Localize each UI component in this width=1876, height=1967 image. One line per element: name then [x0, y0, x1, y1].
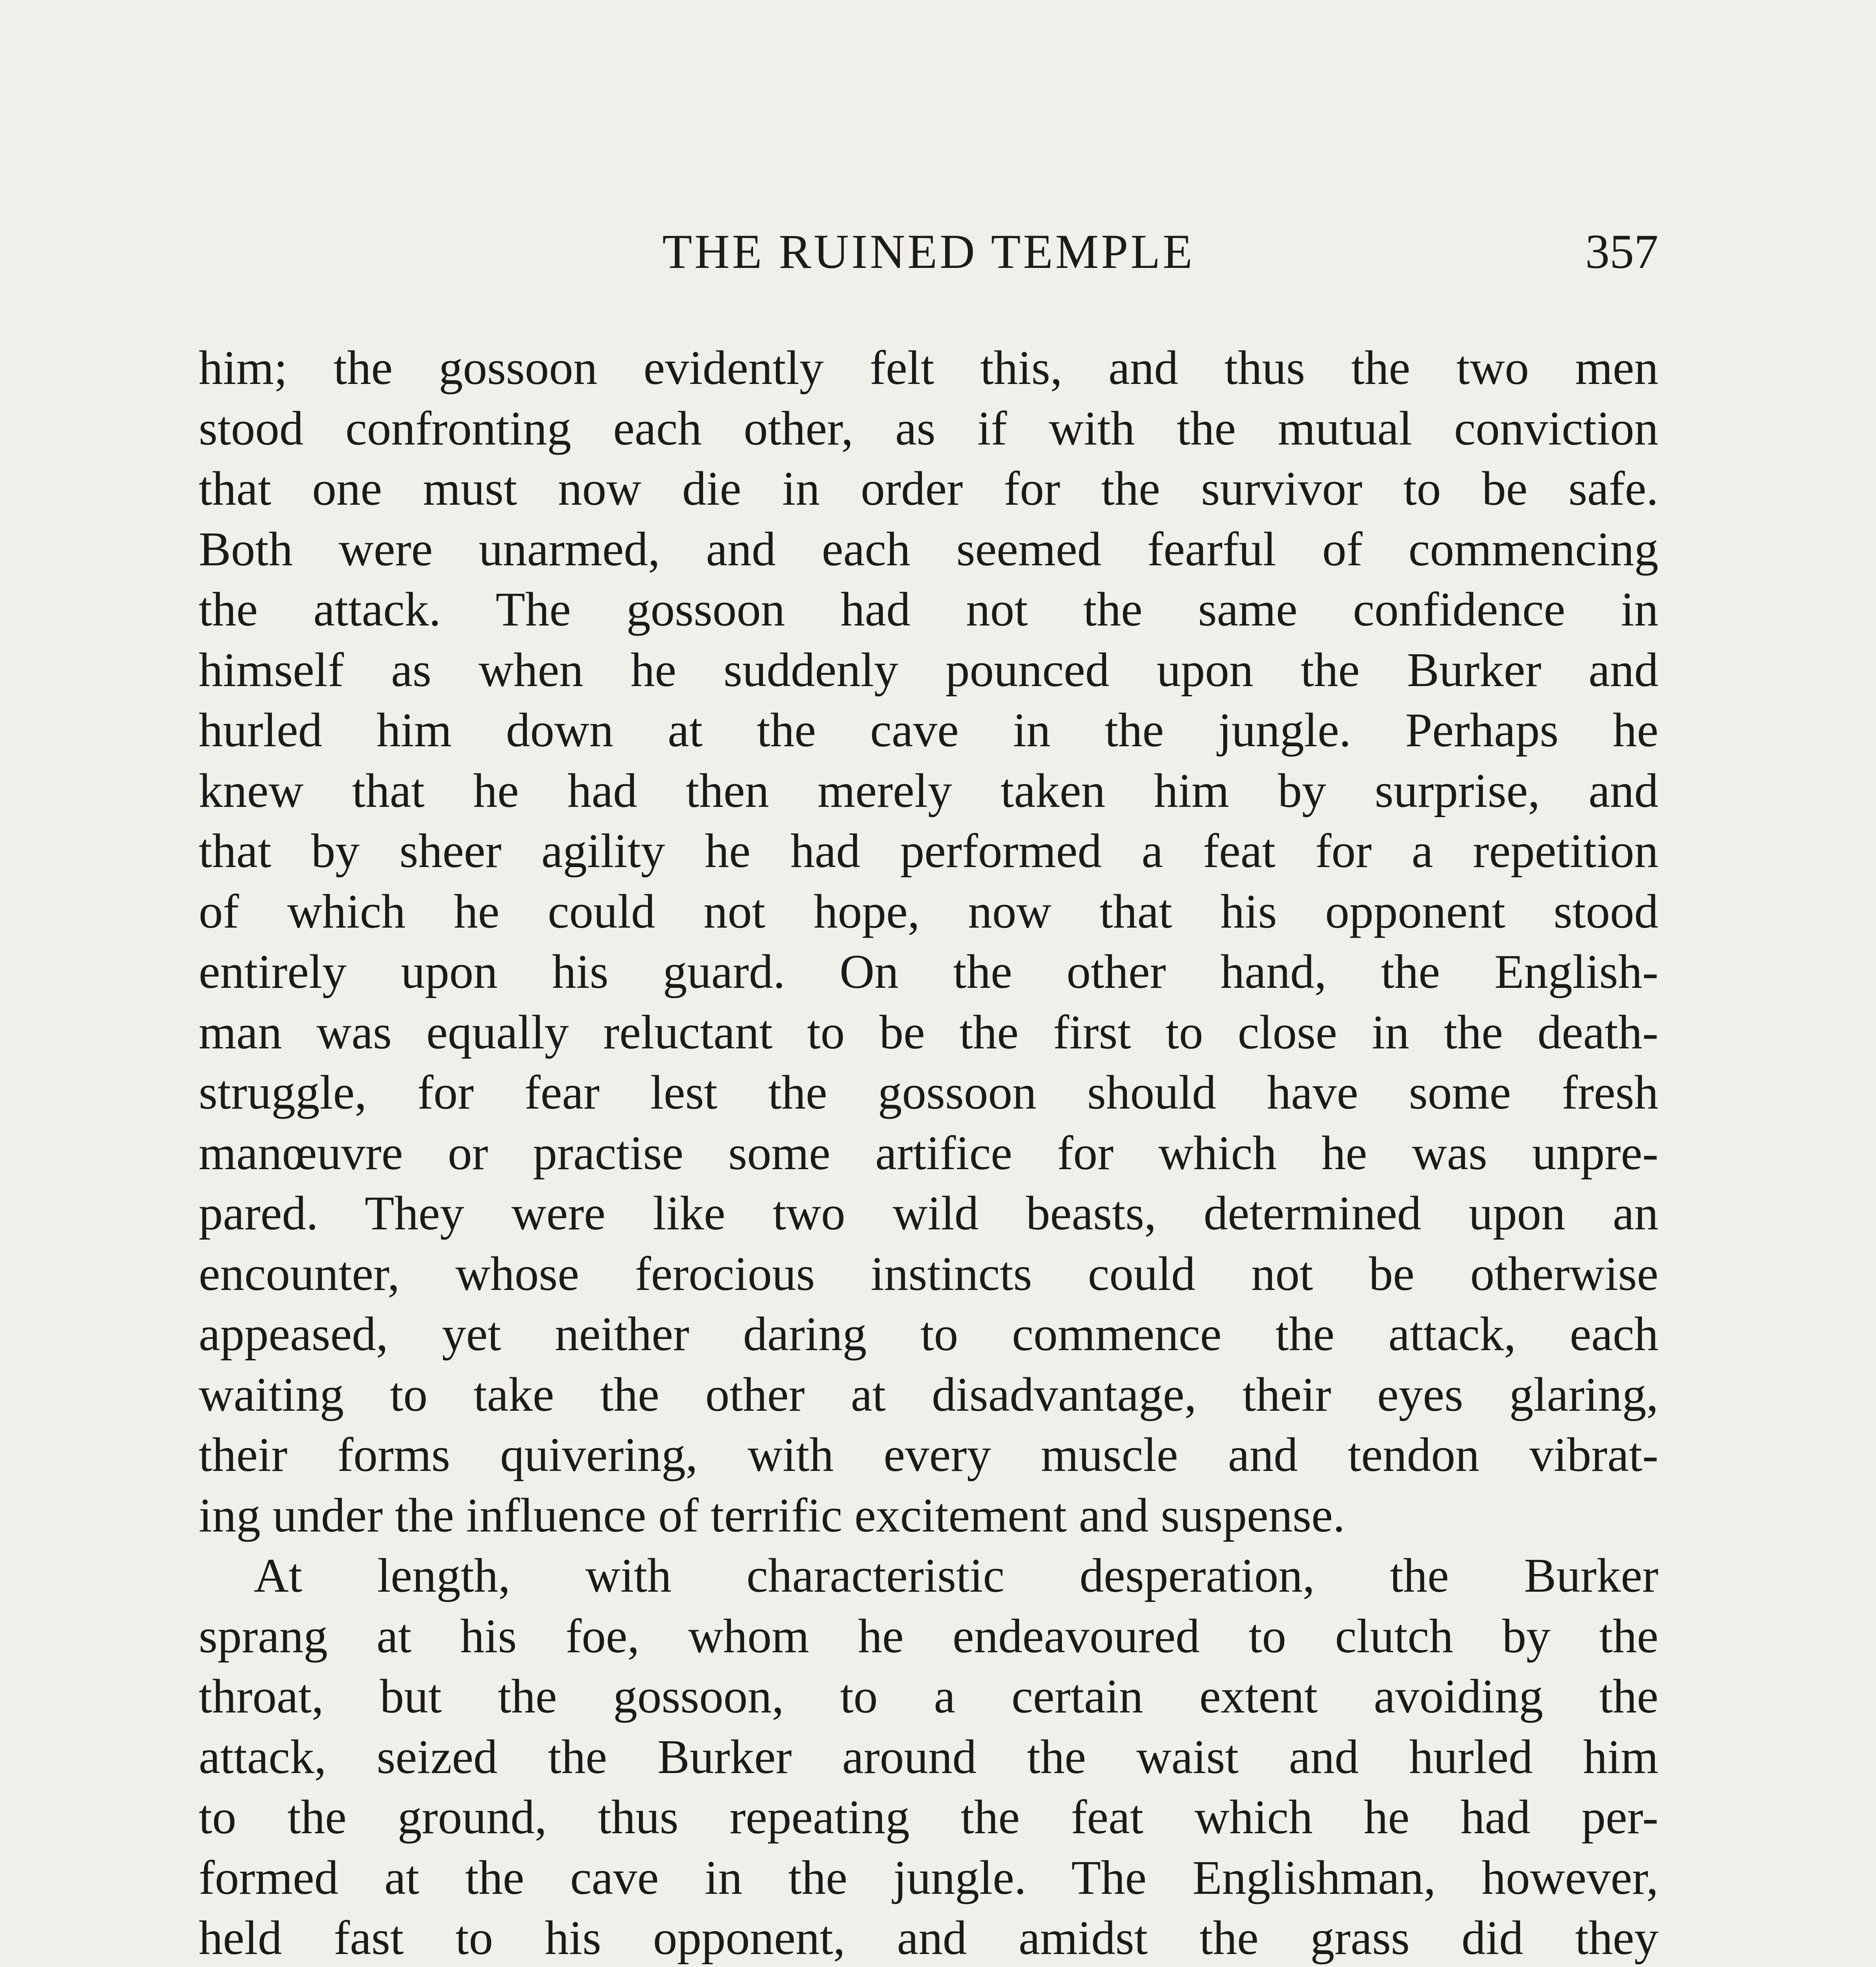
text-line: their forms quivering, with every muscle and tendon vibrat- — [199, 1428, 1658, 1482]
text-line: At length, with characteristic desperation, the Burker — [254, 1548, 1658, 1602]
text-line: to the ground, thus repeating the feat which he had per- — [199, 1790, 1658, 1844]
text-line: hurled him down at the cave in the jungle. Perhaps he — [199, 703, 1658, 757]
page-number: 357 — [1585, 225, 1658, 279]
text-line: ing under the influence of terrific excitement and suspense. — [199, 1488, 1345, 1542]
text-line: held fast to his opponent, and amidst the grass did they — [199, 1911, 1658, 1965]
text-line: the attack. The gossoon had not the same confidence in — [199, 582, 1658, 636]
text-line: knew that he had then merely taken him by surprise, and — [199, 763, 1658, 817]
text-line: sprang at his foe, whom he endeavoured to clutch by the — [199, 1609, 1658, 1663]
chapter-title: THE RUINED TEMPLE — [662, 225, 1195, 279]
text-line: pared. They were like two wild beasts, determined upon an — [199, 1186, 1658, 1240]
text-line: formed at the cave in the jungle. The Englishman, however, — [199, 1850, 1658, 1904]
text-line: manœuvre or practise some artifice for which he was unpre- — [199, 1126, 1658, 1180]
paragraph — [199, 338, 1658, 1545]
text-line: appeased, yet neither daring to commence the attack, each — [199, 1307, 1658, 1361]
running-head — [199, 220, 1658, 283]
text-line: himself as when he suddenly pounced upon the Burker and — [199, 642, 1658, 697]
text-line: attack, seized the Burker around the waist and hurled him — [199, 1729, 1658, 1784]
text-line: struggle, for fear lest the gossoon should have some fresh — [199, 1065, 1658, 1119]
text-line: stood confronting each other, as if with the mutual conviction — [199, 401, 1658, 455]
text-line: encounter, whose ferocious instincts could not be otherwise — [199, 1246, 1658, 1301]
text-line: Both were unarmed, and each seemed fearful of commencing — [199, 522, 1658, 576]
text-line: of which he could not hope, now that his opponent stood — [199, 884, 1658, 938]
text-line: throat, but the gossoon, to a certain extent avoiding the — [199, 1669, 1658, 1723]
text-line: him; the gossoon evidently felt this, and thus the two men — [199, 341, 1658, 395]
text-line: waiting to take the other at disadvantage, their eyes glaring, — [199, 1367, 1658, 1421]
text-line: that one must now die in order for the survivor to be safe. — [199, 461, 1658, 515]
text-line: that by sheer agility he had performed a feat for a repetition — [199, 824, 1658, 878]
body-text — [199, 338, 1658, 1967]
paragraph — [199, 1545, 1658, 1967]
text-line: entirely upon his guard. On the other hand, the English- — [199, 945, 1658, 998]
text-line: man was equally reluctant to be the first to close in the death- — [199, 1005, 1658, 1059]
